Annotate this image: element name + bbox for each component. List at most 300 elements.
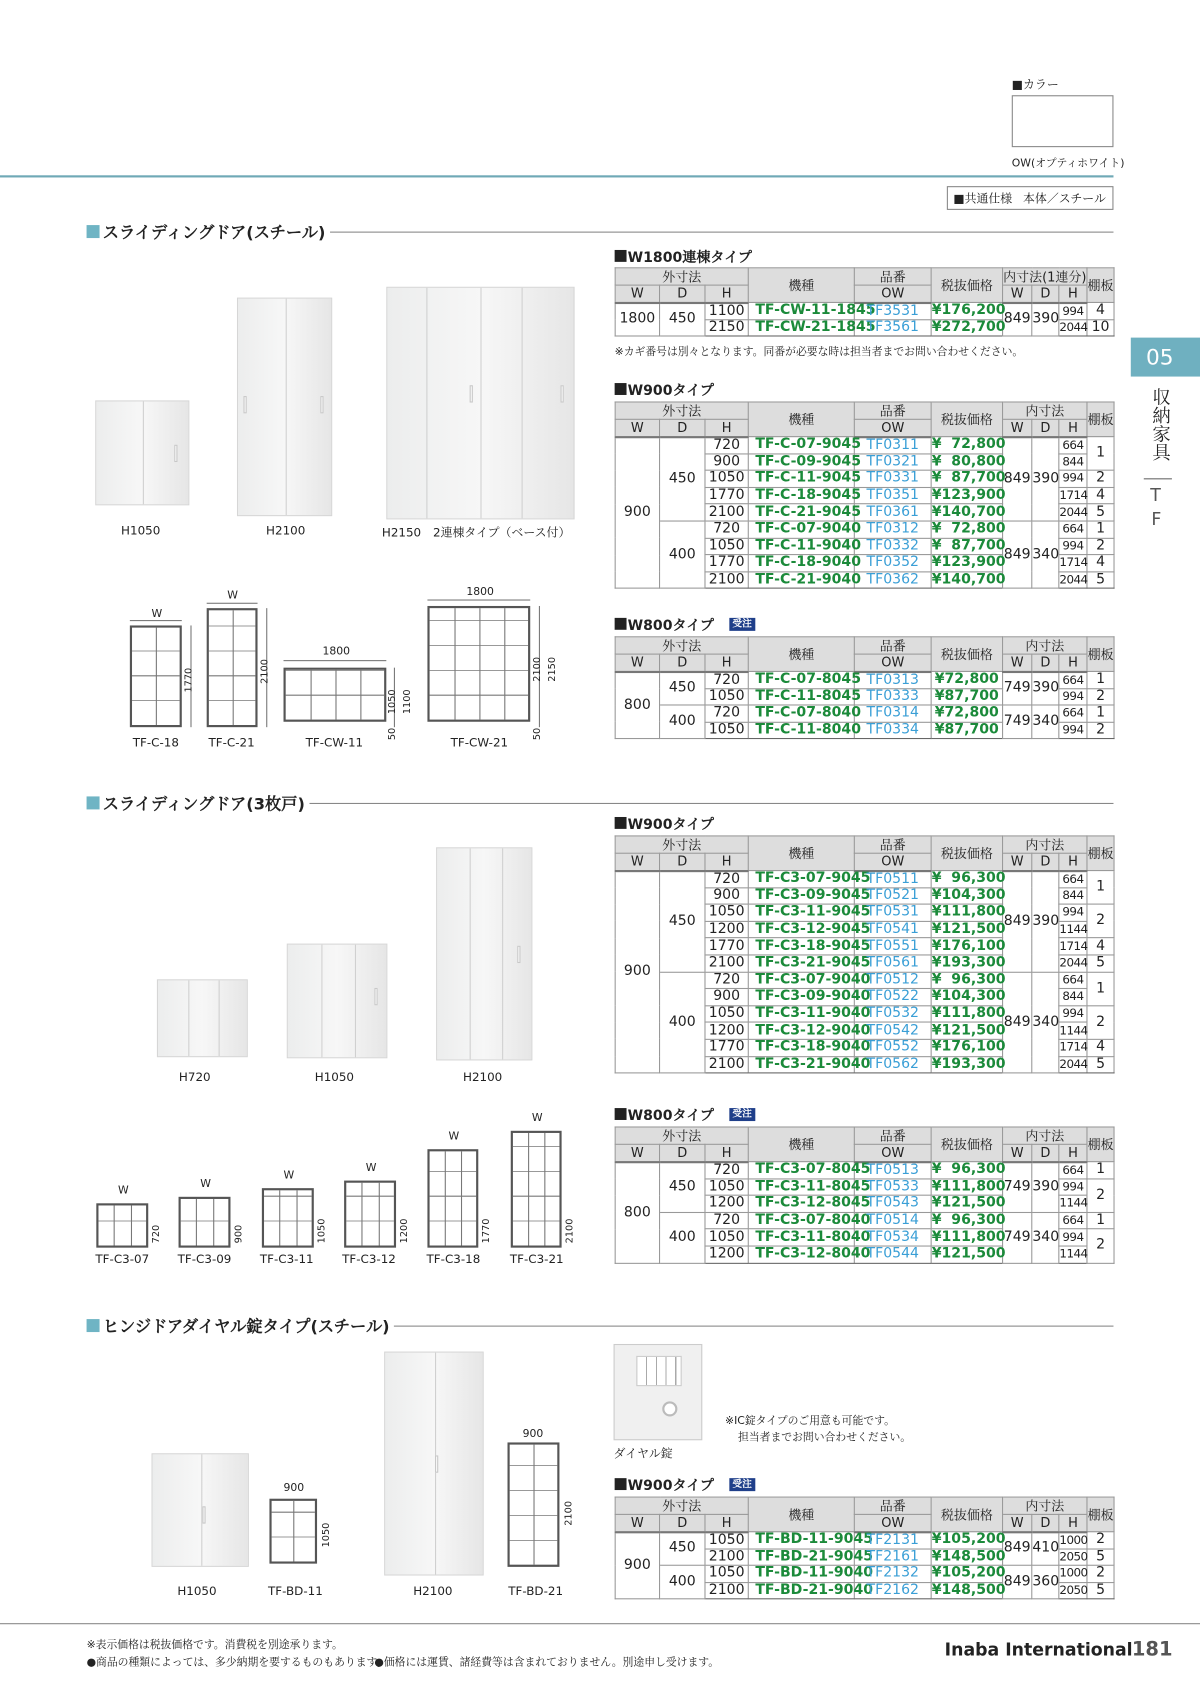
price: ¥121,500 [931,1195,1006,1212]
header-inner-w: W [1003,419,1032,436]
dim-width: W [448,1130,460,1143]
inner-height: 1000 [1059,1532,1088,1547]
made-to-order-badge: 受注 [729,617,755,630]
outer-height: 1050 [705,1179,748,1196]
model-number: TF-C-11-9040 [748,538,854,555]
product-code: TF2162 [854,1582,931,1599]
price: ¥140,700 [931,503,1006,521]
header-inner-h: H [1059,654,1087,671]
header-h: H [705,285,748,302]
shelf-count: 2 [1087,1006,1114,1040]
product-code: TF0331 [854,470,931,487]
drawing-tf-c3-09 [179,1197,231,1248]
outer-height: 720 [705,1212,748,1229]
shelf-count: 2 [1087,1565,1114,1582]
drawing-label: TF-C3-07 [95,1251,150,1267]
table-row [615,1212,1114,1229]
price: ¥176,200 [931,302,1006,319]
table-title: W800タイプ 受注 [615,1104,756,1125]
drawing-tf-bd-11 [269,1499,317,1564]
inner-height: 664 [1059,1162,1087,1179]
header-product-code: 品番 [854,637,931,654]
common-spec-box [947,186,1114,210]
shelf-count: 1 [1087,972,1114,1006]
header-inner-d: D [1032,1514,1059,1531]
color-label: ■カラー [1011,77,1059,92]
header-d: D [660,285,705,302]
product-code: TF0562 [854,1056,931,1073]
drawing-label: TF-C3-12 [342,1251,396,1267]
product-code: TF0314 [854,705,931,722]
price: ¥272,700 [931,319,1006,336]
header-shelves: 棚板 [1087,1127,1114,1162]
header-d: D [660,654,705,671]
header-inner-dimensions: 内寸法 [1003,402,1087,419]
dim-base: 50 [532,727,544,741]
drawing-tf-c3-11 [262,1188,314,1248]
dial-lock-caption: ダイヤル錠 [613,1446,673,1461]
inner-height: 2044 [1059,1057,1088,1072]
price: ¥121,500 [931,920,1006,938]
table-row [615,871,1114,888]
product-photo-h1050 [287,944,388,1059]
dial-lock-photo [614,1344,703,1440]
inner-height: 2050 [1059,1583,1088,1598]
price: ¥111,800 [931,1228,1006,1246]
ic-lock-note-contact: 担当者までお問い合わせください。 [737,1431,912,1444]
dim-height: 1770 [481,1218,493,1244]
outer-height: 2100 [705,572,748,589]
price: ¥121,500 [931,1022,1006,1039]
outer-height: 1050 [705,1229,748,1246]
dim-width: W [531,1112,543,1125]
outer-depth: 450 [660,871,705,972]
product-code: TF0522 [854,989,931,1006]
common-spec-label: ■共通仕様 [953,191,1013,206]
price-table-w1800 [615,267,1115,336]
inner-height: 2044 [1059,320,1088,335]
dim-width: W [283,1169,295,1182]
product-code: TF0533 [854,1179,931,1196]
product-photo-h2100 [237,298,332,517]
model-number: TF-C3-07-8040 [748,1212,854,1229]
header-inner-h: H [1059,1144,1087,1161]
product-code: TF0543 [854,1195,931,1212]
table-row [615,1532,1114,1549]
price: ¥87,700 [931,722,1002,739]
model-number: TF-C3-11-8040 [748,1229,854,1246]
inner-depth: 390 [1032,671,1059,705]
drawing-tf-c3-07 [96,1203,148,1247]
table-row [615,521,1114,538]
inner-height: 994 [1059,722,1087,739]
model-number: TF-C-07-9040 [748,521,854,538]
section-sliding-steel [87,222,1114,241]
product-code: TF2161 [854,1549,931,1566]
price: ¥140,700 [931,571,1006,588]
inner-height: 664 [1059,521,1087,538]
model-number: TF-C3-07-9040 [748,972,854,989]
shelf-count: 4 [1087,938,1114,955]
chapter-tab[interactable] [1131,338,1200,377]
product-code: TF0332 [854,538,931,555]
header-model: 機種 [748,1497,854,1532]
price: ¥ 87,700 [931,470,1006,487]
drawing-label: TF-C-21 [208,735,255,750]
outer-height: 900 [705,989,748,1006]
price: ¥193,300 [931,954,1006,971]
price-table-3door-w800 [615,1126,1115,1263]
shelf-count: 1 [1087,521,1114,538]
shelf-count: 1 [1087,671,1114,688]
header-shelves: 棚板 [1087,637,1114,672]
table-title: W900タイプ [615,813,714,834]
product-code: TF0512 [854,972,931,989]
header-inner-dimensions: 内寸法(1連分) [1003,268,1087,285]
inner-height: 664 [1059,871,1087,888]
table-row [615,671,1114,688]
section-title: スライディングドア(3枚戸) [102,793,305,814]
product-photo-h2100 [436,847,532,1060]
header-inner-w: W [1003,1514,1032,1531]
key-number-note: ※カギ番号は別々となります。同番が必要な時は担当者までお問い合わせください。 [614,346,1024,359]
made-to-order-badge: 受注 [729,1108,755,1121]
model-number: TF-C3-07-8045 [748,1162,854,1179]
inner-width: 849 [1003,1532,1032,1566]
inner-height: 994 [1059,904,1087,921]
inner-height: 1144 [1059,1246,1088,1261]
inner-width: 749 [1003,671,1032,705]
header-price: 税抜価格 [931,1497,1002,1532]
table-row [615,302,1114,319]
model-number: TF-BD-21-9040 [748,1582,854,1599]
header-outer-dimensions: 外寸法 [615,1127,748,1144]
model-number: TF-C-11-8040 [748,722,854,739]
price: ¥123,900 [931,554,1006,571]
header-outer-dimensions: 外寸法 [615,402,748,419]
product-code: TF0313 [854,671,931,688]
header-inner-d: D [1032,1144,1059,1161]
inner-width: 749 [1003,1212,1032,1263]
outer-height: 1770 [705,1039,748,1056]
product-code: TF0541 [854,921,931,938]
header-w: W [615,853,659,870]
inner-height: 1000 [1059,1566,1088,1581]
shelf-count: 10 [1087,319,1114,336]
color-swatch-ow[interactable] [1012,95,1114,147]
section-marker-icon [87,1319,100,1332]
inner-height: 994 [1059,1229,1087,1246]
model-number: TF-C3-12-8045 [748,1195,854,1212]
header-inner-dimensions: 内寸法 [1003,637,1087,654]
table-title: W900タイプ [615,379,714,400]
model-number: TF-C3-12-9040 [748,1022,854,1039]
header-w: W [615,419,659,436]
outer-depth: 400 [660,1212,705,1263]
inner-height: 1714 [1059,1040,1088,1055]
drawing-tf-c3-18 [427,1149,478,1247]
model-number: TF-C3-18-9040 [748,1039,854,1056]
outer-width: 800 [615,1162,659,1263]
inner-height: 664 [1059,705,1087,722]
header-h: H [705,853,748,870]
footer-note: ※表示価格は税抜価格です。消費税を別途承ります。 [86,1639,343,1652]
product-code: TF0521 [854,887,931,904]
drawing-label: TF-C3-18 [426,1251,481,1267]
inner-height: 1714 [1059,938,1088,953]
brand-name: Inaba International [944,1639,1133,1660]
model-number: TF-C-07-8045 [748,671,854,688]
product-photo-h2100 [384,1352,484,1576]
inner-depth: 390 [1032,437,1059,521]
outer-height: 720 [705,671,748,688]
header-model: 機種 [748,1127,854,1162]
header-shelves: 棚板 [1087,268,1114,303]
header-w: W [615,654,659,671]
outer-height: 720 [705,521,748,538]
shelf-count: 1 [1087,871,1114,905]
drawing-tf-c-18 [130,625,182,727]
shelf-count: 4 [1087,555,1114,572]
outer-width: 1800 [615,302,659,336]
inner-width: 849 [1003,521,1032,588]
product-code: TF0351 [854,487,931,504]
outer-height: 720 [705,871,748,888]
outer-height: 1770 [705,938,748,955]
shelf-count: 2 [1087,1532,1114,1549]
product-code: TF0311 [854,437,931,454]
outer-height: 1050 [705,1006,748,1023]
header-shelves: 棚板 [1087,836,1114,871]
model-number: TF-C3-11-8045 [748,1179,854,1196]
header-inner-d: D [1032,654,1059,671]
inner-width: 849 [1003,1565,1032,1599]
model-number: TF-C3-12-9045 [748,921,854,938]
model-number: TF-BD-11-9040 [748,1565,854,1582]
model-number: TF-C3-21-9045 [748,955,854,972]
footer-divider [0,1623,1200,1624]
inner-height: 2050 [1059,1549,1088,1564]
product-photo-h1050 [151,1453,248,1567]
inner-height: 1144 [1059,1023,1088,1038]
header-d: D [660,1144,705,1161]
drawing-tf-c3-12 [344,1181,396,1248]
outer-depth: 400 [660,1565,705,1599]
price: ¥ 96,300 [931,971,1006,988]
header-d: D [660,1514,705,1531]
outer-height: 1200 [705,1195,748,1212]
header-color-ow: OW [854,285,931,302]
price: ¥ 87,700 [931,537,1006,554]
inner-depth: 410 [1032,1532,1059,1566]
outer-depth: 400 [660,705,705,739]
inner-depth: 340 [1032,972,1059,1073]
photo-label: H720 [178,1070,211,1085]
shelf-count: 2 [1087,904,1114,938]
outer-width: 900 [615,1532,659,1599]
dim-base: 50 [387,727,399,741]
price: ¥111,800 [931,1005,1006,1022]
common-spec-value: 本体／スチール [1023,191,1106,206]
product-code: TF0561 [854,955,931,972]
photo-label: H2150 2連棟タイプ（ベース付） [381,525,571,540]
header-product-code: 品番 [854,402,931,419]
inner-height: 664 [1059,1212,1087,1229]
product-code: TF2131 [854,1532,931,1549]
header-color-ow: OW [854,654,931,671]
table-row [615,437,1114,454]
header-w: W [615,1514,659,1531]
header-inner-h: H [1059,419,1087,436]
inner-depth: 390 [1032,1162,1059,1213]
outer-height: 2100 [705,504,748,521]
header-shelves: 棚板 [1087,402,1114,437]
header-inner-d: D [1032,419,1059,436]
outer-depth: 400 [660,972,705,1073]
keyhole-icon [662,1401,677,1416]
outer-height: 1050 [705,688,748,705]
inner-depth: 390 [1032,871,1059,972]
inner-depth: 390 [1032,302,1059,336]
header-h: H [705,1144,748,1161]
table-title: W800タイプ 受注 [615,614,756,635]
shelf-count: 5 [1087,504,1114,521]
header-h: H [705,654,748,671]
shelf-count: 4 [1087,302,1114,319]
inner-width: 749 [1003,705,1032,739]
dim-height: 1770 [183,667,195,693]
outer-height: 1050 [705,538,748,555]
product-code: TF0352 [854,555,931,572]
price: ¥148,500 [931,1548,1006,1565]
drawing-label: TF-CW-21 [450,735,509,750]
outer-depth: 450 [660,671,705,705]
section-title: ヒンジドアダイヤル錠タイプ(スチール) [102,1316,390,1336]
outer-height: 2100 [705,1549,748,1566]
outer-height: 720 [705,972,748,989]
price: ¥193,300 [931,1055,1006,1073]
color-caption: OW(オプティホワイト) [1011,157,1125,170]
price: ¥111,800 [931,1178,1006,1195]
outer-height: 1050 [705,1565,748,1582]
section-marker-icon [87,225,100,238]
inner-height: 994 [1059,302,1087,319]
header-inner-w: W [1003,285,1032,302]
dim-height: 2100 [564,1218,576,1244]
header-outer-dimensions: 外寸法 [615,836,748,853]
inner-height: 2044 [1059,504,1088,520]
inner-height: 2044 [1059,955,1088,970]
dim-width: 900 [283,1482,305,1495]
table-row [615,1162,1114,1179]
photo-label: H2100 [266,523,306,538]
table-row [615,705,1114,722]
model-number: TF-C3-09-9045 [748,887,854,904]
inner-height: 664 [1059,972,1087,989]
dim-height: 1050 [321,1522,333,1548]
header-price: 税抜価格 [931,402,1002,437]
price: ¥ 72,800 [931,436,1006,453]
outer-depth: 400 [660,521,705,588]
price: ¥ 96,300 [931,1161,1006,1178]
product-photo-h2150 [386,287,574,520]
inner-height: 994 [1059,1006,1087,1023]
inner-height: 844 [1059,454,1087,471]
price: ¥87,700 [931,688,1002,705]
shelf-count: 2 [1087,1179,1114,1213]
dim-height: 1050 [317,1218,328,1244]
product-code: TF0513 [854,1162,931,1179]
header-product-code: 品番 [854,1127,931,1144]
header-price: 税抜価格 [931,637,1002,672]
header-divider [0,175,1113,177]
series-letter-f: F [1151,508,1162,530]
outer-height: 900 [705,887,748,904]
dim-width: 1800 [466,586,494,599]
header-d: D [660,853,705,870]
drawing-tf-cw-11 [284,668,387,722]
drawing-tf-c3-21 [511,1131,562,1248]
price: ¥ 96,300 [931,870,1006,887]
model-number: TF-BD-21-9045 [748,1549,854,1566]
header-inner-w: W [1003,853,1032,870]
drawing-label: TF-CW-11 [305,735,364,750]
photo-label: H1050 [177,1584,217,1599]
outer-height: 1050 [705,904,748,921]
price: ¥105,200 [931,1565,1006,1582]
inner-height: 1144 [1059,922,1088,937]
header-outer-dimensions: 外寸法 [615,637,748,654]
header-color-ow: OW [854,1514,931,1531]
inner-height: 844 [1059,989,1087,1006]
header-inner-dimensions: 内寸法 [1003,1127,1087,1144]
header-h: H [705,419,748,436]
shelf-count: 4 [1087,487,1114,504]
drawing-tf-c-21 [207,608,258,727]
product-code: TF0333 [854,688,931,705]
dim-width: W [227,589,238,602]
header-color-ow: OW [854,853,931,870]
outer-height: 1200 [705,921,748,938]
model-number: TF-C-11-9045 [748,470,854,487]
inner-depth: 340 [1032,705,1059,739]
price: ¥104,300 [931,988,1006,1005]
product-code: TF0532 [854,1006,931,1023]
header-product-code: 品番 [854,836,931,853]
dim-width: W [365,1162,377,1175]
header-inner-h: H [1059,285,1087,302]
drawing-label: TF-C3-21 [509,1251,564,1267]
model-number: TF-C-11-8045 [748,688,854,705]
dim-height: 2100 [259,659,271,684]
header-model: 機種 [748,268,854,303]
inner-depth: 360 [1032,1565,1059,1599]
inner-width: 849 [1003,972,1032,1073]
model-number: TF-C-07-9045 [748,437,854,454]
outer-height: 1050 [705,1532,748,1549]
photo-label: H1050 [121,523,161,538]
section-hinge-dial [87,1316,1114,1335]
made-to-order-badge: 受注 [729,1478,755,1491]
outer-height: 1050 [705,722,748,739]
inner-height: 664 [1059,671,1087,688]
tab-divider [1144,478,1172,479]
header-inner-w: W [1003,1144,1032,1161]
product-code: TF3531 [854,302,931,319]
header-outer-dimensions: 外寸法 [615,268,748,285]
dim-height: 900 [233,1224,245,1244]
price: ¥111,800 [931,904,1006,921]
